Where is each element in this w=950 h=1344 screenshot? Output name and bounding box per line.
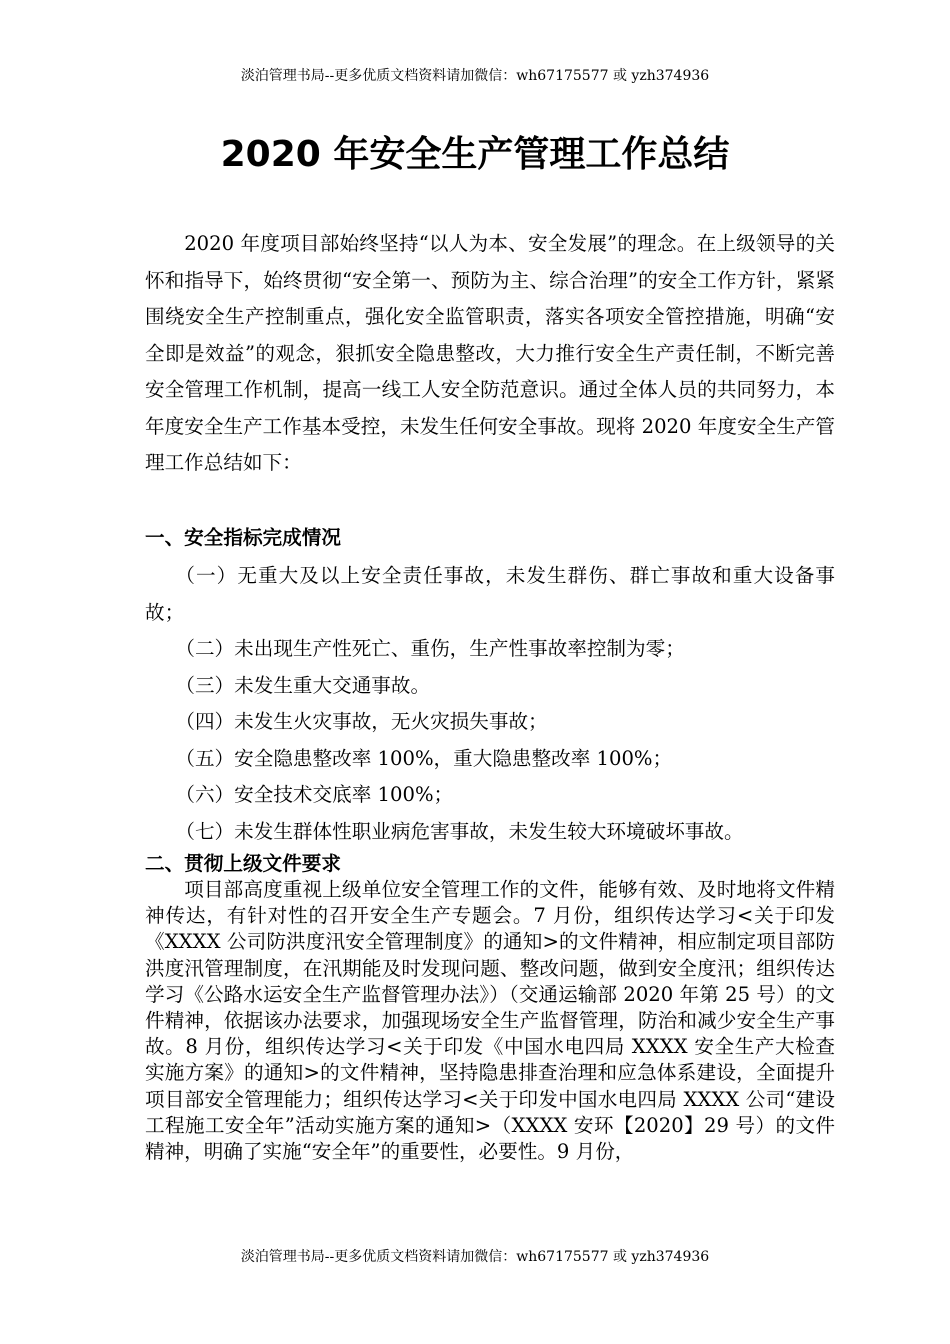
list-item: （四）未发生火灾事故，无火灾损失事故； bbox=[175, 710, 548, 733]
section-2-heading: 二、贯彻上级文件要求 bbox=[145, 852, 341, 875]
list-item: （二）未出现生产性死亡、重伤，生产性事故率控制为零； bbox=[175, 637, 685, 660]
list-item: （三）未发生重大交通事故。 bbox=[175, 673, 431, 697]
list-item: （五）安全隐患整改率 100%，重大隐患整改率 100%； bbox=[175, 746, 673, 770]
section-1-heading: 一、安全指标完成情况 bbox=[145, 526, 341, 549]
list-item: （六）安全技术交底率 100%； bbox=[175, 783, 454, 806]
page-header-note: 淡泊管理书局--更多优质文档资料请加微信：wh67175577 或 yzh374936 bbox=[240, 68, 710, 84]
document-title: 2020 年安全生产管理工作总结 bbox=[220, 134, 730, 175]
safety-indicator-list bbox=[145, 558, 835, 850]
intro-paragraph: 2020 年度项目部始终坚持“以人为本、安全发展”的理念。在上级领导的关怀和指导下，始终贯彻“安全第一、预防为主、综合治理”的安全工作方针，紧紧围绕安全生产控制重点，强化安全监管职责，落实各项安全管控措施，明确“安全即是效益”的观念，狠抓安全隐患整改，大力推行安全生产责任制，不断完善安全管理工作机制，提高一线工人安全防范意识。通过全体人员的共同努力，本年度安全生产工作基本受控，未发生任何安全事故。现将 2020 年度安全生产管理工作总结如下： bbox=[145, 232, 835, 474]
section-2-paragraph: 项目部高度重视上级单位安全管理工作的文件，能够有效、及时地将文件精神传达，有针对性的召开安全生产专题会。7 月份，组织传达学习<关于印发《XXXX 公司防洪度汛安全管理制度》的通知>的文件精神，相应制定项目部防洪度汛管理制度，在汛期能及时发现问题、整改问题，做到安全度汛；组织传达学习《公路水运安全生产监督管理办法》）（交通运输部 2020 年第 25 号）的文件精神，依据该办法要求，加强现场安全生产监督管理，防治和减少安全生产事故。8 月份，组织传达学习<关于印发《中国水电四局 XXXX 安全生产大检查实施方案》的通知>的文件精神，坚持隐患排查治理和应急体系建设，全面提升项目部安全管理能力；组织传达学习<关于印发中国水电四局 XXXX 公司“建设工程施工安全年”活动实施方案的通知>（XXXX 安环【2020】29 号）的文件精神，明确了实施“安全年”的重要性，必要性。9 月份， bbox=[145, 878, 835, 1164]
list-item: （七）未发生群体性职业病危害事故，未发生较大环境破坏事故。 bbox=[175, 819, 744, 843]
page-footer-note: 淡泊管理书局--更多优质文档资料请加微信：wh67175577 或 yzh374936 bbox=[240, 1249, 710, 1265]
list-item: （一）无重大及以上安全责任事故，未发生群伤、群亡事故和重大设备事故； bbox=[145, 564, 835, 624]
